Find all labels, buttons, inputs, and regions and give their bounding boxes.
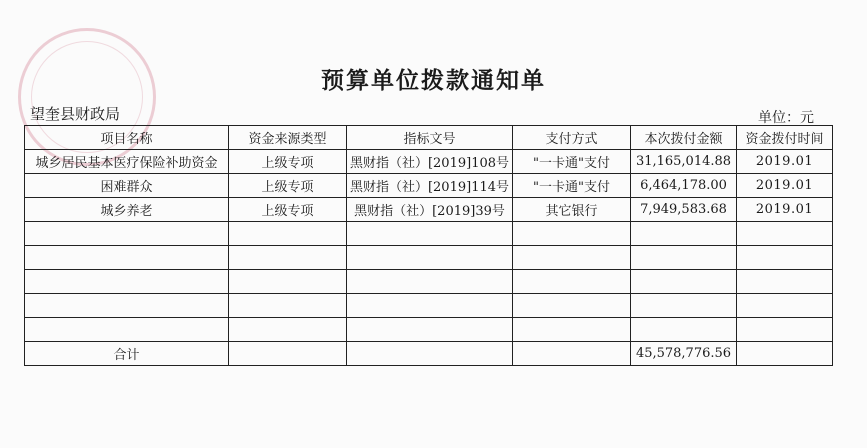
document-number-cell (347, 270, 513, 294)
project-name-cell: 城乡养老 (25, 198, 229, 222)
allocation-table (24, 125, 833, 366)
document-number-cell: 黑财指（社）[2019]108号 (347, 150, 513, 174)
column-header: 支付方式 (513, 126, 631, 150)
payment-method-cell (513, 222, 631, 246)
amount-cell (631, 270, 737, 294)
amount-cell: 6,464,178.00 (631, 174, 737, 198)
project-name-cell: 困难群众 (25, 174, 229, 198)
amount-cell: 31,165,014.88 (631, 150, 737, 174)
column-header: 资金来源类型 (229, 126, 347, 150)
column-header: 项目名称 (25, 126, 229, 150)
fund-source-cell (229, 294, 347, 318)
amount-cell (631, 222, 737, 246)
table-row (25, 270, 833, 294)
amount-cell (631, 246, 737, 270)
total-empty-cell (737, 342, 833, 366)
project-name-cell (25, 246, 229, 270)
date-cell (737, 222, 833, 246)
table-row (25, 198, 833, 222)
project-name-cell (25, 318, 229, 342)
table-row (25, 246, 833, 270)
amount-cell (631, 318, 737, 342)
document-number-cell (347, 318, 513, 342)
document-number-cell (347, 294, 513, 318)
table-header-row (25, 126, 833, 150)
payment-method-cell (513, 318, 631, 342)
payment-method-cell (513, 246, 631, 270)
table-row (25, 174, 833, 198)
total-empty-cell (513, 342, 631, 366)
column-header: 指标文号 (347, 126, 513, 150)
document-number-cell (347, 222, 513, 246)
fund-source-cell: 上级专项 (229, 198, 347, 222)
document-number-cell: 黑财指（社）[2019]114号 (347, 174, 513, 198)
date-cell: 2019.01 (737, 174, 833, 198)
fund-source-cell: 上级专项 (229, 150, 347, 174)
document-number-cell (347, 246, 513, 270)
project-name-cell: 城乡居民基本医疗保险补助资金 (25, 150, 229, 174)
table-row (25, 294, 833, 318)
total-empty-cell (347, 342, 513, 366)
project-name-cell (25, 270, 229, 294)
document-number-cell: 黑财指（社）[2019]39号 (347, 198, 513, 222)
fund-source-cell (229, 318, 347, 342)
total-label: 合计 (25, 342, 229, 366)
date-cell (737, 270, 833, 294)
column-header: 资金拨付时间 (737, 126, 833, 150)
table-row (25, 222, 833, 246)
fund-source-cell: 上级专项 (229, 174, 347, 198)
project-name-cell (25, 222, 229, 246)
date-cell: 2019.01 (737, 150, 833, 174)
document-title: 预算单位拨款通知单 (321, 68, 546, 94)
date-cell (737, 246, 833, 270)
fund-source-cell (229, 246, 347, 270)
date-cell (737, 294, 833, 318)
payment-method-cell: "一卡通"支付 (513, 174, 631, 198)
project-name-cell (25, 294, 229, 318)
total-amount: 45,578,776.56 (631, 342, 737, 366)
issuer-name: 望奎县财政局 (30, 105, 121, 123)
table-row (25, 318, 833, 342)
unit-label: 单位：元 (758, 110, 814, 126)
payment-method-cell (513, 294, 631, 318)
date-cell (737, 318, 833, 342)
fund-source-cell (229, 270, 347, 294)
fund-source-cell (229, 222, 347, 246)
date-cell: 2019.01 (737, 198, 833, 222)
total-row (25, 342, 833, 366)
payment-method-cell: 其它银行 (513, 198, 631, 222)
payment-method-cell (513, 270, 631, 294)
payment-method-cell: "一卡通"支付 (513, 150, 631, 174)
total-empty-cell (229, 342, 347, 366)
table-row (25, 150, 833, 174)
column-header: 本次拨付金额 (631, 126, 737, 150)
amount-cell: 7,949,583.68 (631, 198, 737, 222)
amount-cell (631, 294, 737, 318)
